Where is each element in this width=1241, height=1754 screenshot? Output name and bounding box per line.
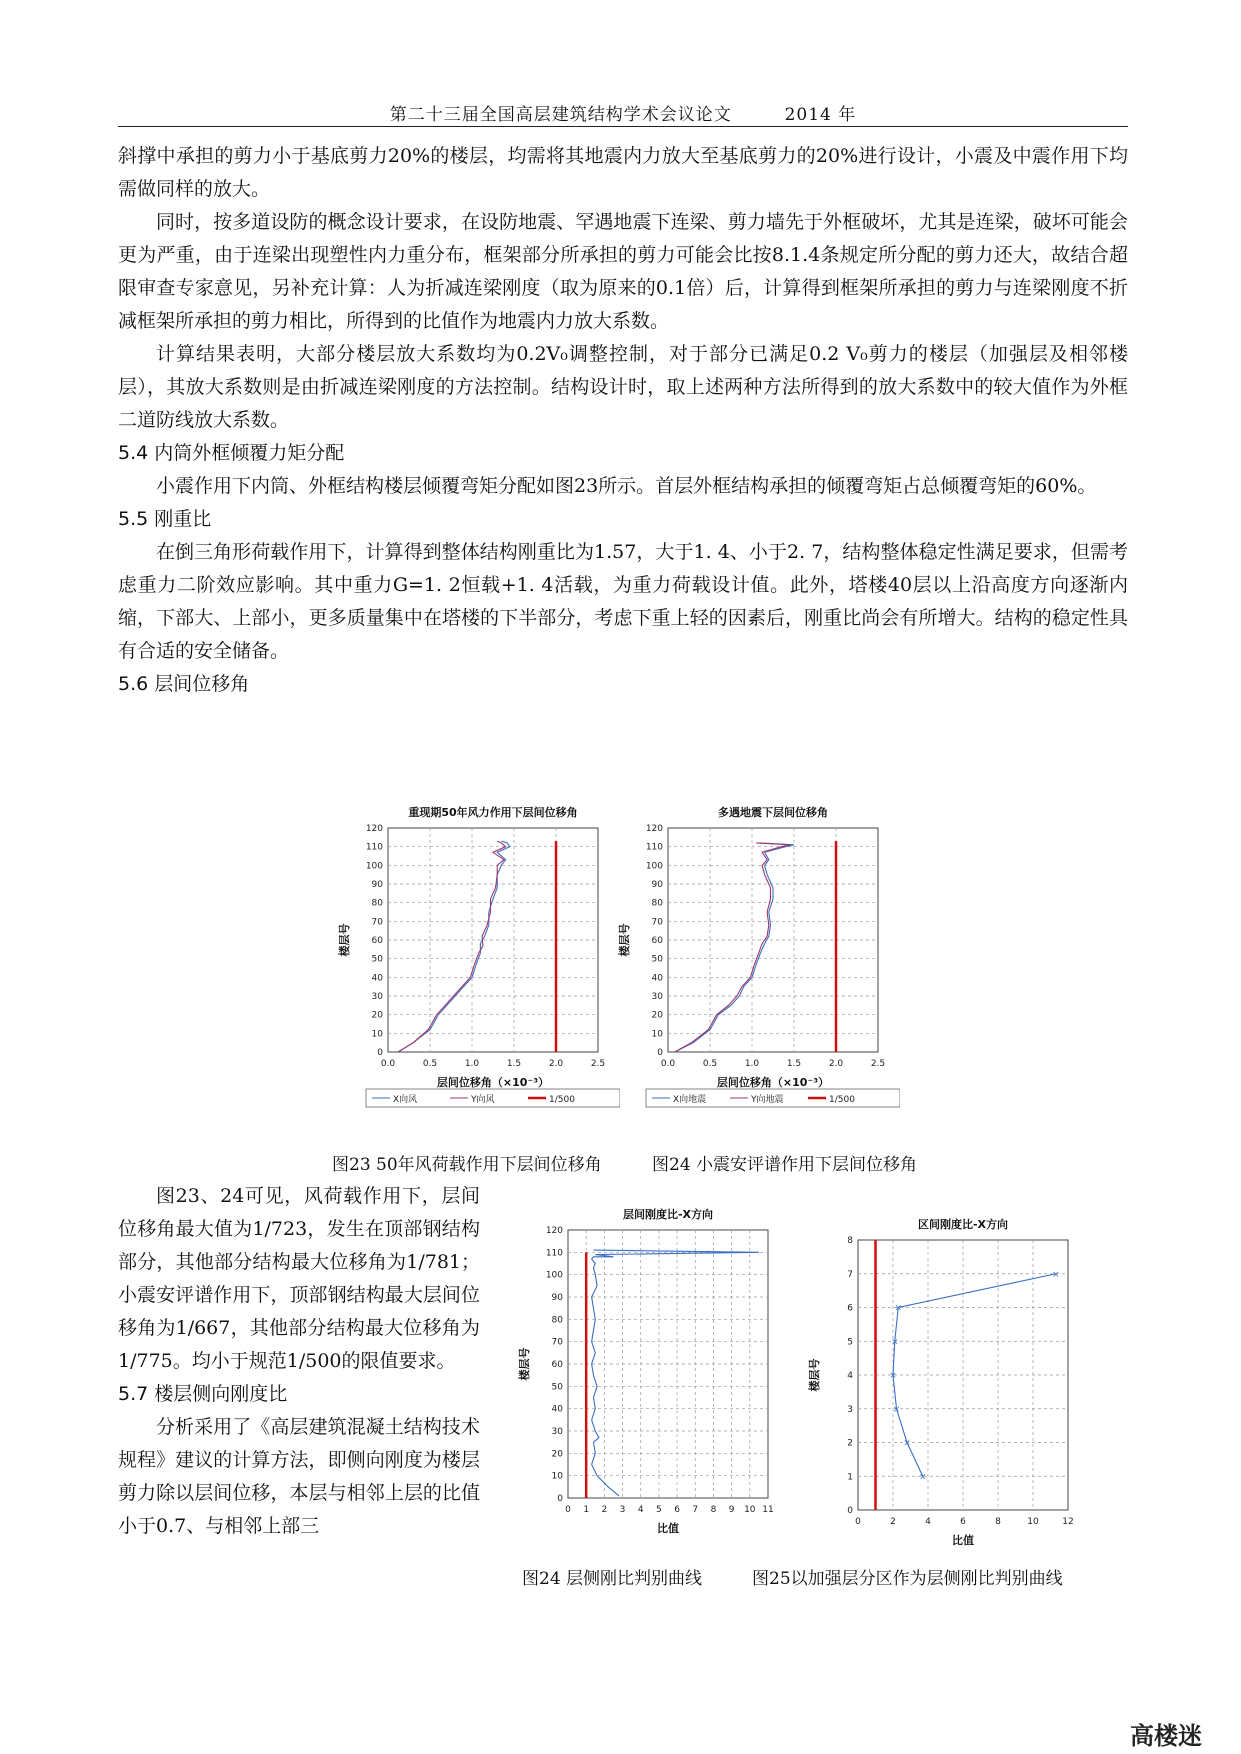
y-tick-label: 40 (651, 973, 663, 984)
chart-title: 重现期50年风力作用下层间位移角 (408, 806, 578, 819)
y-tick-label: 20 (651, 1010, 663, 1021)
x-tick-label: 0 (855, 1517, 861, 1527)
x-tick-label: 1.5 (506, 1059, 522, 1069)
paragraph-2: 同时，按多道设防的概念设计要求，在设防地震、罕遇地震下连梁、剪力墙先于外框破坏，尤其是连梁，破坏可能会更为严重，由于连梁出现塑性内力重分布，框架部分所承担的剪力可能会比按8.1.4条规定所分配的剪力还大，故结合超限审查专家意见，另补充计算：人为折减连梁刚度（取为原来的0.1倍）后，计算得到框架所承担的剪力与连梁刚度不折减框架所承担的剪力相比，所得到的比值作为地震内力放大系数。 (118, 211, 1128, 332)
y-tick-label: 7 (847, 1269, 853, 1280)
site-logo: 高楼迷 (1130, 1722, 1202, 1750)
chart-title: 多遇地震下层间位移角 (718, 806, 828, 819)
y-tick-label: 90 (651, 880, 663, 890)
y-axis-label: 楼层号 (518, 1347, 531, 1381)
y-tick-label: 110 (365, 842, 383, 853)
y-tick-label: 30 (651, 992, 663, 1002)
data-point: × (894, 1303, 903, 1314)
legend-label: Y向风 (471, 1095, 495, 1105)
data-point: × (890, 1337, 899, 1348)
caption-fig24b: 图24 层侧刚比判别曲线 (522, 1569, 703, 1589)
y-tick-label: 10 (651, 1029, 663, 1040)
data-point: × (892, 1404, 901, 1415)
legend-label: 1/500 (829, 1095, 855, 1105)
data-point: × (1051, 1269, 1060, 1280)
header-year: 2014 年 (784, 105, 857, 125)
y-tick-label: 100 (645, 861, 663, 872)
section-5-7-heading: 5.7 楼层侧向刚度比 (118, 1383, 288, 1405)
y-tick-label: 4 (847, 1371, 853, 1381)
x-axis-label: 层间位移角（×10⁻³） (436, 1076, 550, 1089)
x-tick-label: 0.5 (702, 1059, 718, 1069)
legend-label: X向地震 (673, 1095, 707, 1105)
paragraph-1: 斜撑中承担的剪力小于基底剪力20%的楼层，均需将其地震内力放大至基底剪力的20%进行设计，小震及中震作用下均需做同样的放大。 (118, 145, 1128, 200)
y-tick-label: 0 (847, 1506, 853, 1516)
section-5-5-heading: 5.5 刚重比 (118, 508, 212, 530)
x-axis-label: 层间位移角（×10⁻³） (716, 1076, 830, 1089)
y-tick-label: 0 (657, 1048, 663, 1058)
x-tick-label: 1.0 (464, 1059, 480, 1069)
x-tick-label: 5 (656, 1505, 662, 1515)
y-tick-label: 60 (651, 936, 663, 946)
y-tick-label: 30 (551, 1427, 563, 1437)
y-tick-label: 80 (651, 898, 663, 909)
running-header (118, 100, 1128, 125)
y-tick-label: 80 (371, 898, 383, 909)
y-tick-label: 70 (651, 917, 663, 928)
x-tick-label: 8 (995, 1517, 1001, 1527)
x-tick-label: 6 (960, 1517, 966, 1527)
y-tick-label: 110 (645, 842, 663, 853)
paragraph-6: 图23、24可见，风荷载作用下，层间位移角最大值为1/723，发生在顶部钢结构部分，其他部分结构最大位移角为1/781；小震安评谱作用下，顶部钢结构最大层间位移角为1/667，其他部分结构最大位移角为1/775。均小于规范1/500的限值要求。 (118, 1185, 480, 1372)
y-tick-label: 40 (371, 973, 383, 984)
x-tick-label: 11 (762, 1505, 774, 1515)
y-tick-label: 80 (551, 1315, 563, 1326)
x-tick-label: 2.5 (870, 1059, 886, 1069)
caption-fig23: 图23 50年风荷载作用下层间位移角 (332, 1155, 602, 1175)
body-text-narrow (118, 1180, 480, 1543)
y-tick-label: 20 (371, 1010, 383, 1021)
y-tick-label: 10 (551, 1471, 563, 1482)
legend-label: X向风 (393, 1095, 418, 1105)
y-tick-label: 30 (371, 992, 383, 1002)
y-tick-label: 60 (551, 1360, 563, 1370)
chart-seismic-drift (610, 790, 900, 1140)
y-tick-label: 10 (371, 1029, 383, 1040)
section-5-4-heading: 5.4 内筒外框倾覆力矩分配 (118, 442, 345, 464)
x-tick-label: 1.5 (786, 1059, 802, 1069)
data-point: × (918, 1472, 927, 1483)
legend-label: Y向地震 (751, 1095, 784, 1105)
y-tick-label: 6 (847, 1303, 853, 1314)
x-axis-label: 比值 (952, 1534, 974, 1547)
x-tick-label: 0.0 (380, 1059, 396, 1069)
data-point: × (903, 1438, 911, 1449)
x-tick-label: 12 (1062, 1517, 1074, 1527)
body-text-top (118, 140, 1128, 701)
x-tick-label: 0.0 (660, 1059, 676, 1069)
x-tick-label: 3 (619, 1505, 626, 1515)
y-axis-label: 楼层号 (618, 923, 631, 957)
y-tick-label: 120 (645, 824, 663, 834)
chart-wind-drift (330, 790, 620, 1140)
chart-title: 区间刚度比-X方向 (917, 1218, 1009, 1231)
y-tick-label: 100 (365, 861, 383, 872)
y-tick-label: 120 (365, 824, 383, 834)
y-tick-label: 90 (371, 880, 383, 890)
x-tick-label: 8 (710, 1505, 717, 1515)
x-tick-label: 10 (744, 1505, 756, 1515)
chart-story-stiffness-ratio (510, 1200, 800, 1570)
x-tick-label: 2 (601, 1505, 608, 1515)
x-tick-label: 9 (728, 1505, 735, 1515)
x-tick-label: 7 (692, 1505, 699, 1515)
y-tick-label: 50 (371, 954, 383, 965)
x-tick-label: 2 (890, 1517, 896, 1527)
x-tick-label: 1 (583, 1505, 590, 1515)
y-tick-label: 2 (847, 1438, 853, 1449)
y-tick-label: 1 (847, 1472, 853, 1483)
y-tick-label: 20 (551, 1449, 563, 1460)
y-tick-label: 100 (545, 1270, 563, 1281)
x-tick-label: 0 (565, 1505, 571, 1515)
x-tick-label: 2.5 (590, 1059, 606, 1069)
y-tick-label: 120 (545, 1226, 563, 1236)
x-tick-label: 4 (637, 1505, 644, 1515)
y-axis-label: 楼层号 (808, 1358, 821, 1392)
y-tick-label: 8 (847, 1236, 853, 1246)
y-tick-label: 70 (371, 917, 383, 928)
caption-fig25: 图25以加强层分区作为层侧刚比判别曲线 (752, 1569, 1063, 1589)
y-tick-label: 5 (847, 1337, 853, 1348)
x-tick-label: 6 (674, 1505, 680, 1515)
y-tick-label: 60 (371, 936, 383, 946)
paragraph-5: 在倒三角形荷载作用下，计算得到整体结构刚重比为1.57，大于1. 4、小于2. 7，结构整体稳定性满足要求，但需考虑重力二阶效应影响。其中重力G=1. 2恒载+1. 4活载，为重力荷载设计值。此外，塔楼40层以上沿高度方向逐渐内缩，下部大、上部小，更多质量集中在塔楼的下半部分，考虑下重上轻的因素后，刚重比尚会有所增大。结构的稳定性具有合适的安全储备。 (118, 541, 1128, 662)
x-tick-label: 0.5 (422, 1059, 438, 1069)
x-tick-label: 4 (925, 1517, 931, 1527)
caption-fig24a: 图24 小震安评谱作用下层间位移角 (652, 1155, 918, 1175)
x-tick-label: 10 (1027, 1517, 1039, 1527)
y-tick-label: 50 (551, 1382, 563, 1393)
paragraph-7: 分析采用了《高层建筑混凝土结构技术规程》建议的计算方法，即侧向刚度为楼层剪力除以层间位移，本层与相邻上层的比值小于0.7、与相邻上部三 (118, 1416, 480, 1537)
section-5-6-heading: 5.6 层间位移角 (118, 673, 250, 695)
y-tick-label: 3 (847, 1404, 853, 1415)
y-tick-label: 90 (551, 1293, 563, 1303)
y-axis-label: 楼层号 (338, 923, 351, 957)
chart-title: 层间刚度比-X方向 (622, 1208, 714, 1221)
paragraph-4: 小震作用下内筒、外框结构楼层倾覆弯矩分配如图23所示。首层外框结构承担的倾覆弯矩占总倾覆弯矩的60%。 (156, 475, 1097, 497)
y-tick-label: 50 (651, 954, 663, 965)
legend-label: 1/500 (549, 1095, 575, 1105)
x-tick-label: 2.0 (548, 1059, 564, 1069)
y-tick-label: 110 (545, 1248, 563, 1259)
header-rule (118, 126, 1128, 127)
y-tick-label: 0 (377, 1048, 383, 1058)
y-tick-label: 0 (557, 1494, 563, 1504)
paragraph-3: 计算结果表明，大部分楼层放大系数均为0.2V₀调整控制，对于部分已满足0.2 V₀剪力的楼层（加强层及相邻楼层），其放大系数则是由折减连梁刚度的方法控制。结构设计时，取上述两种方法所得到的放大系数中的较大值作为外框二道防线放大系数。 (118, 343, 1128, 431)
header-title: 第二十三届全国高层建筑结构学术会议论文 (389, 105, 732, 125)
x-tick-label: 2.0 (828, 1059, 844, 1069)
data-point: × (889, 1371, 897, 1381)
chart-zone-stiffness-ratio (800, 1210, 1090, 1570)
y-tick-label: 70 (551, 1337, 563, 1348)
y-tick-label: 40 (551, 1404, 563, 1415)
x-tick-label: 1.0 (744, 1059, 760, 1069)
x-axis-label: 比值 (657, 1522, 679, 1535)
